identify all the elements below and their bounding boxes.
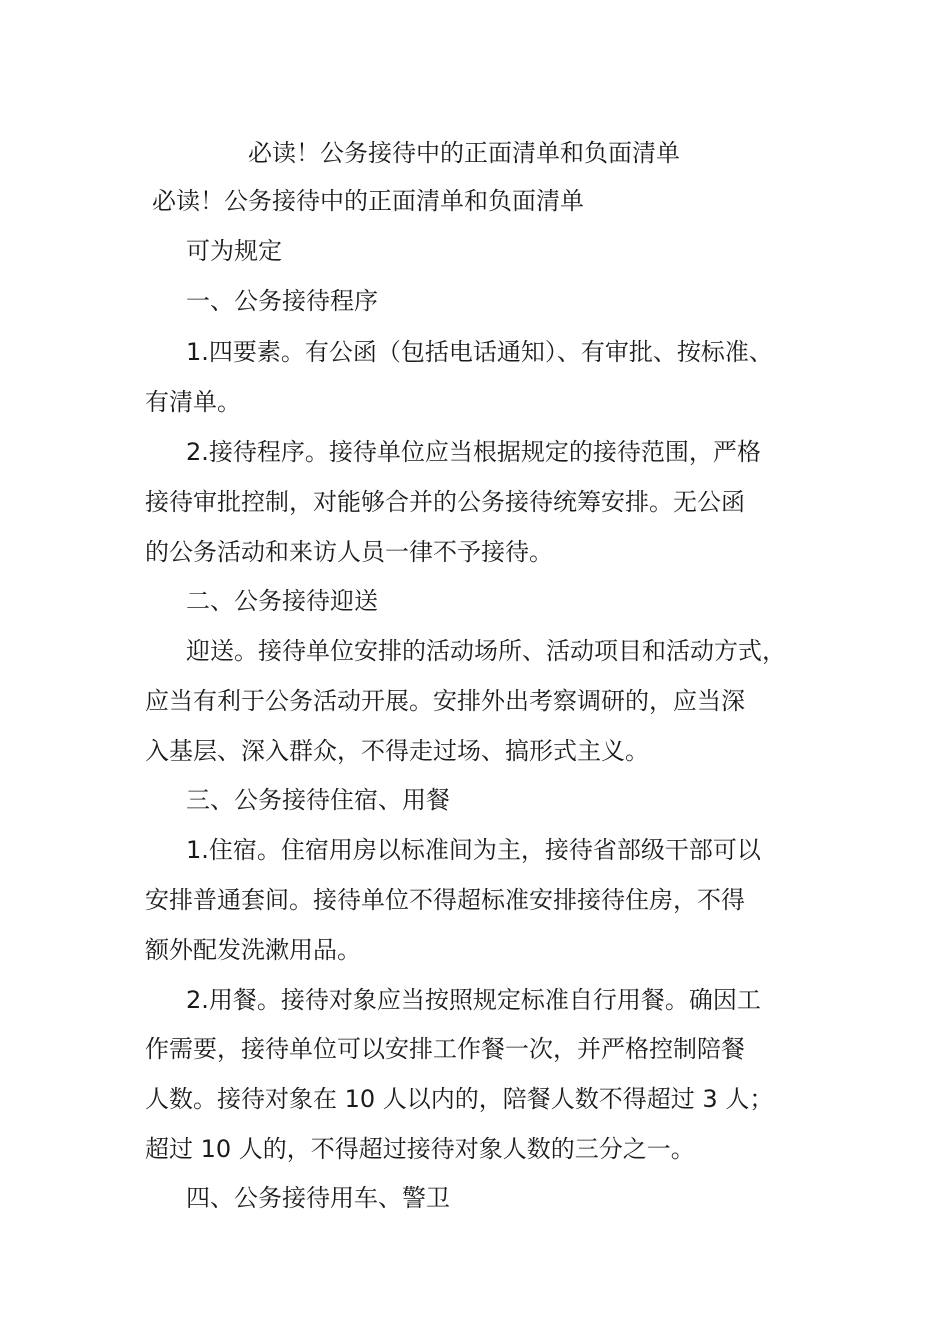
- paragraph-line: 接待审批控制，对能够合并的公务接待统筹安排。无公函: [145, 488, 745, 516]
- paragraph-line: 的公务活动和来访人员一律不予接待。: [145, 538, 553, 566]
- paragraph-line: 1.四要素。有公函（包括电话通知）、有审批、按标准、: [186, 338, 773, 366]
- paragraph-line: 额外配发洗漱用品。: [145, 936, 361, 964]
- paragraph-line: 2.接待程序。接待单位应当根据规定的接待范围，严格: [186, 438, 761, 466]
- section-heading: 四、公务接待用车、警卫: [186, 1184, 450, 1212]
- section-label: 可为规定: [186, 237, 282, 265]
- section-heading: 三、公务接待住宿、用餐: [186, 786, 450, 814]
- paragraph-line: 应当有利于公务活动开展。安排外出考察调研的，应当深: [145, 687, 745, 715]
- paragraph-line: 1.住宿。住宿用房以标准间为主，接待省部级干部可以: [186, 836, 761, 864]
- paragraph-line: 超过 10 人的，不得超过接待对象人数的三分之一。: [145, 1135, 695, 1163]
- paragraph-line: 入基层、深入群众，不得走过场、搞形式主义。: [145, 737, 649, 765]
- section-heading: 二、公务接待迎送: [186, 587, 378, 615]
- paragraph-line: 作需要，接待单位可以安排工作餐一次，并严格控制陪餐: [145, 1035, 745, 1063]
- paragraph-line: 人数。接待对象在 10 人以内的，陪餐人数不得超过 3 人；: [145, 1085, 774, 1113]
- paragraph-line: 2.用餐。接待对象应当按照规定标准自行用餐。确因工: [186, 986, 761, 1014]
- document-title: 必读！公务接待中的正面清单和负面清单: [248, 139, 680, 167]
- paragraph-line: 安排普通套间。接待单位不得超标准安排接待住房，不得: [145, 886, 745, 914]
- document-subtitle: 必读！公务接待中的正面清单和负面清单: [152, 187, 584, 215]
- paragraph-line: 迎送。接待单位安排的活动场所、活动项目和活动方式，: [186, 637, 786, 665]
- paragraph-line: 有清单。: [145, 388, 241, 416]
- section-heading: 一、公务接待程序: [186, 287, 378, 315]
